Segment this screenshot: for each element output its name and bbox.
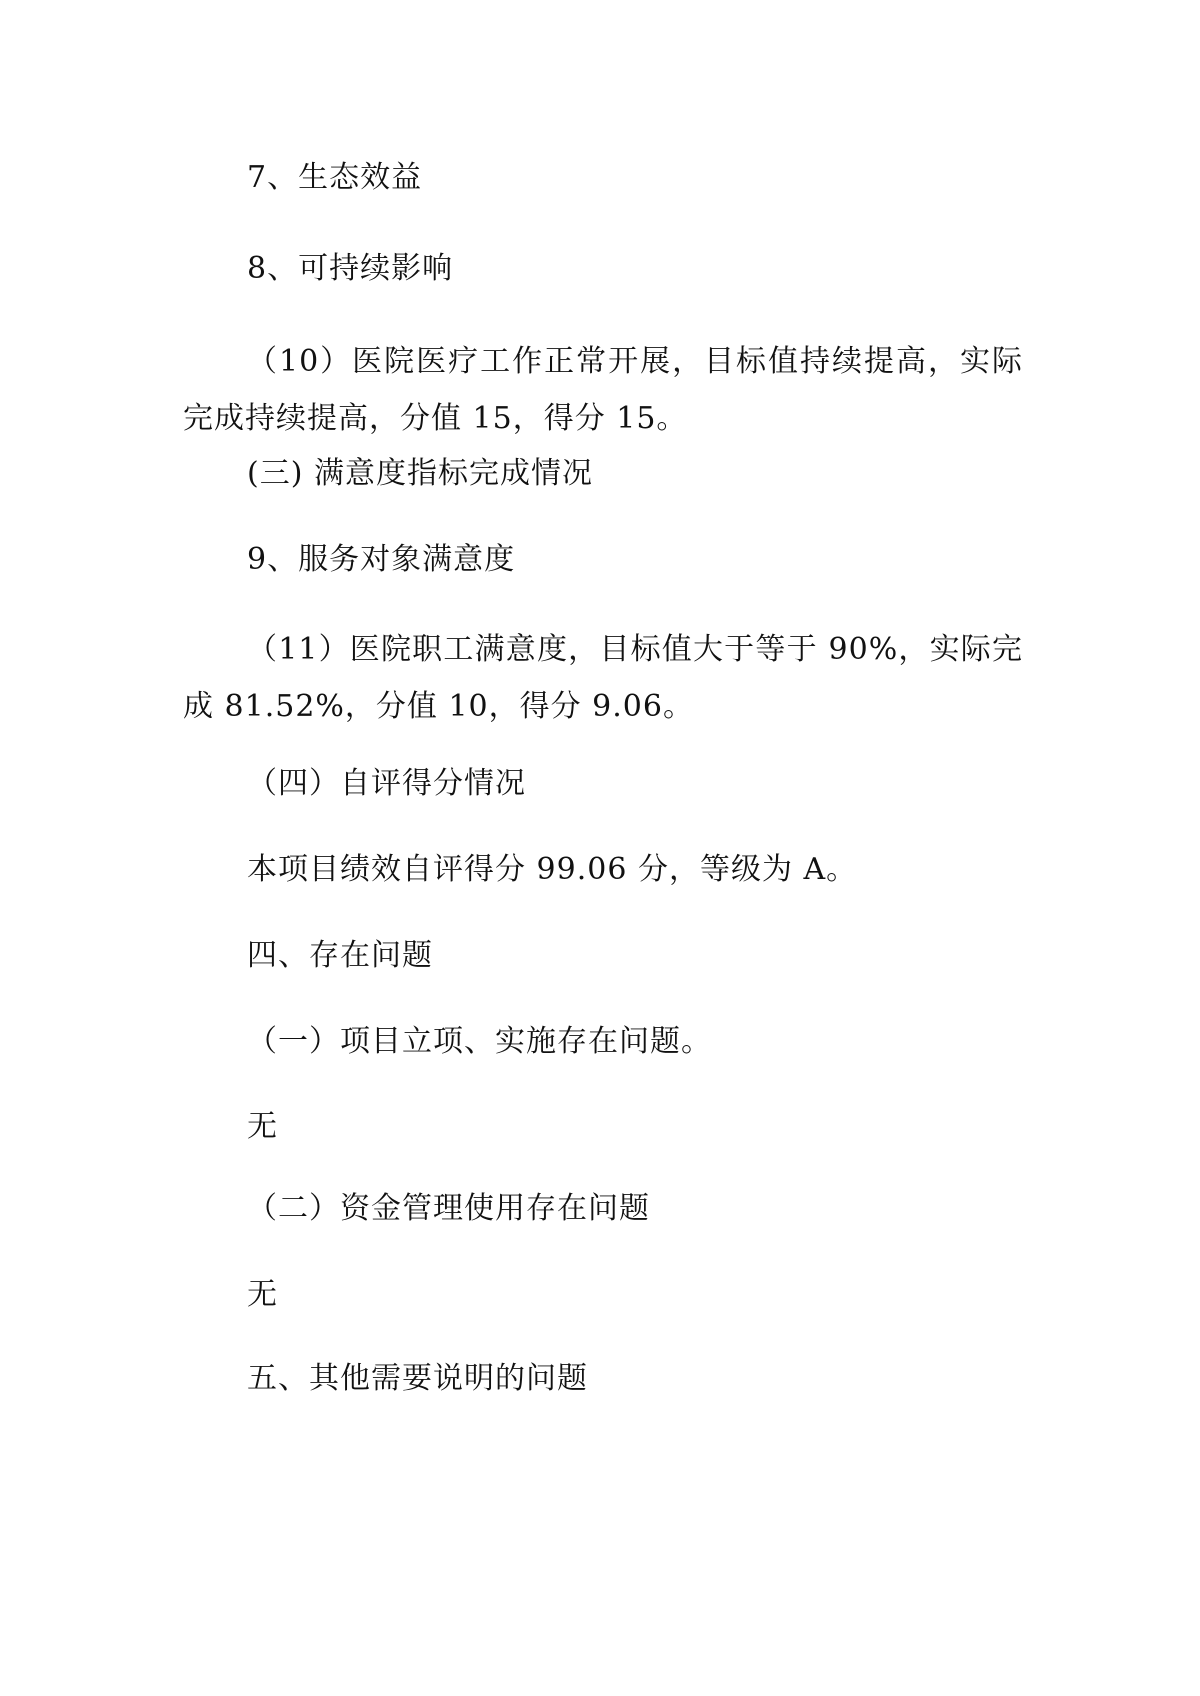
- project-problems-none: 无: [247, 1109, 278, 1144]
- heading-ecological-benefit: 7、生态效益: [247, 160, 423, 195]
- heading-fund-problems: （二）资金管理使用存在问题: [247, 1191, 650, 1226]
- heading-project-problems: （一）项目立项、实施存在问题。: [247, 1024, 712, 1059]
- self-evaluation-result: 本项目绩效自评得分 99.06 分，等级为 A。: [247, 852, 858, 887]
- heading-self-evaluation-score: （四）自评得分情况: [247, 766, 526, 801]
- heading-service-satisfaction: 9、服务对象满意度: [247, 542, 516, 577]
- heading-other-issues: 五、其他需要说明的问题: [247, 1361, 588, 1396]
- paragraph-indicator-11: （11）医院职工满意度，目标值大于等于 90%，实际完成 81.52%，分值 10，得分 9.06。: [183, 632, 1023, 724]
- heading-existing-problems: 四、存在问题: [247, 938, 433, 973]
- fund-problems-none: 无: [247, 1277, 278, 1312]
- heading-sustainable-impact: 8、可持续影响: [247, 251, 454, 286]
- heading-satisfaction-indicators: (三) 满意度指标完成情况: [247, 456, 593, 491]
- paragraph-indicator-10: （10）医院医疗工作正常开展，目标值持续提高，实际完成持续提高，分值 15，得分 15。: [183, 344, 1023, 436]
